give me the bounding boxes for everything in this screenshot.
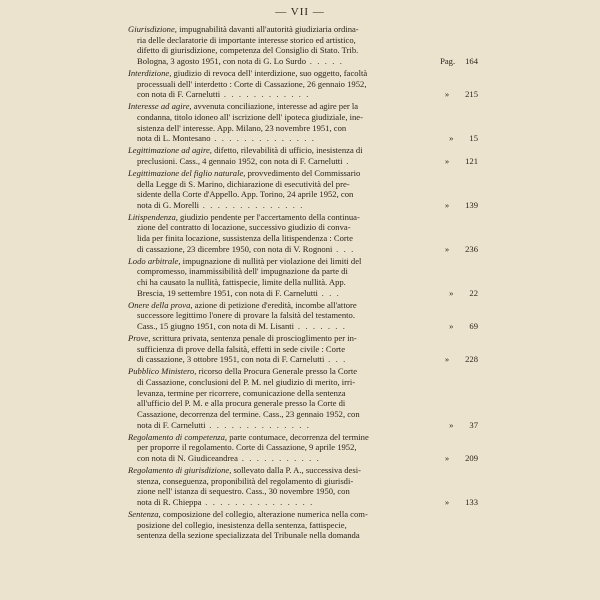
entry-text: difetto di giurisdizione, competenza del Consiglio di Stato. Trib. xyxy=(137,45,359,56)
page-number: 236 xyxy=(465,243,478,254)
page-number: 37 xyxy=(469,419,478,430)
page-number: 164 xyxy=(465,55,478,66)
entry-text: difetto, rilevabilità di ufficio, inesistenza di xyxy=(211,145,363,156)
entry-first-line xyxy=(128,509,476,520)
entry-continuation-line xyxy=(128,344,476,355)
entry-heading: Interesse ad agire, xyxy=(128,101,192,112)
entry-text: giudizio pendente per l'accertamento della continua- xyxy=(177,211,360,222)
entry-text: all'ufficio del P. M. e alla procura generale presso la Corte di xyxy=(137,398,346,409)
entry-continuation-line xyxy=(128,45,476,56)
entry-text: sentenza della sezione specializzata del Tribunale nella domanda xyxy=(137,530,360,541)
entry-heading: Giurisdizione, xyxy=(128,24,177,34)
entry-text: condanna, titolo idoneo all' iscrizione dell' ipoteca giudiziale, ine- xyxy=(137,111,363,122)
entry-text: nota di F. Carnelutti xyxy=(137,419,206,430)
entry-first-line xyxy=(128,168,476,179)
entry-text: chi ha causato la nullità, fattispecie, limite della nullità. App. xyxy=(137,277,346,288)
entry-continuation-line xyxy=(128,222,476,233)
entry-continuation-line xyxy=(128,409,476,420)
page-reference xyxy=(445,156,478,167)
entry-text: zione nell' istanza di sequestro. Cass., 30 novembre 1950, con xyxy=(137,486,350,497)
page-header: — VII — xyxy=(275,6,325,18)
entry-first-line xyxy=(128,68,476,79)
entry-continuation-line xyxy=(128,530,476,541)
entry-text: stenza, conseguenza, proponibilità del regolamento di giurisdi- xyxy=(137,475,354,486)
leader-dots: . . . . . . . . . . . . . . . xyxy=(201,496,314,507)
page-reference xyxy=(445,354,478,365)
page-reference xyxy=(449,133,478,144)
entry-text: preclusioni. Cass., 4 gennaio 1952, con nota di F. Carnelutti xyxy=(137,155,343,166)
page-number: 15 xyxy=(469,133,478,144)
entry-continuation-line xyxy=(128,453,476,464)
index-entry xyxy=(128,366,476,430)
entry-continuation-line xyxy=(128,233,476,244)
entry-continuation-line xyxy=(128,35,476,46)
page-reference-label: » xyxy=(444,452,450,463)
entry-text: giudizio di revoca dell' interdizione, suo oggetto, facoltà xyxy=(171,67,368,78)
entry-text: avvenuta conciliazione, interesse ad agire per la xyxy=(191,101,359,112)
entry-heading: Sentenza, xyxy=(128,508,161,519)
entry-text: sollevato dalla P. A., successiva desi- xyxy=(231,464,361,475)
entry-first-line xyxy=(128,366,476,377)
entry-continuation-line xyxy=(128,354,476,365)
page-reference-label: » xyxy=(449,419,454,430)
index-entries xyxy=(128,24,476,542)
entry-continuation-line xyxy=(128,266,476,277)
entry-continuation-line xyxy=(128,321,476,332)
entry-text: sidente della Corte d'Appello. App. Torino, 24 aprile 1952, con xyxy=(137,189,354,200)
index-entry xyxy=(128,509,476,541)
entry-continuation-line xyxy=(128,123,476,134)
page-reference xyxy=(445,89,478,100)
index-entry xyxy=(128,101,476,144)
page-reference-label: » xyxy=(444,199,450,210)
entry-text: nota di R. Chieppa xyxy=(137,496,202,507)
entry-continuation-line xyxy=(128,156,476,167)
entry-text: processuali dell' interdetto : Corte di Cassazione, 26 gennaio 1952, xyxy=(137,78,367,89)
leader-dots: . . . xyxy=(324,354,347,365)
page-reference xyxy=(440,56,478,67)
entry-first-line xyxy=(128,145,476,156)
entry-text: impugnazione di nullità per violazione dei limiti del xyxy=(180,255,362,266)
page-reference-label: » xyxy=(444,243,450,254)
entry-continuation-line xyxy=(128,476,476,487)
entry-text: provvedimento del Commissario xyxy=(245,167,361,178)
entry-continuation-line xyxy=(128,200,476,211)
entry-continuation-line xyxy=(128,377,476,388)
entry-text: con nota di F. Carnelutti xyxy=(137,89,221,100)
entry-continuation-line xyxy=(128,56,476,67)
page-reference xyxy=(445,200,478,211)
entry-text: impugnabilità davanti all'autorità giudiziaria ordina- xyxy=(176,24,359,34)
page-number: 209 xyxy=(465,452,478,463)
entry-heading: Prove, xyxy=(128,333,151,344)
entry-text: con nota di N. Giudiceandrea xyxy=(137,452,238,463)
entry-first-line xyxy=(128,465,476,476)
entry-continuation-line xyxy=(128,277,476,288)
entry-text: parte contumace, decorrenza del termine xyxy=(227,431,369,442)
page-reference-label: » xyxy=(444,496,450,507)
entry-continuation-line xyxy=(128,288,476,299)
page-reference xyxy=(449,288,478,299)
entry-text: per proporre il regolamento. Corte di Cassazione, 9 aprile 1952, xyxy=(137,442,357,453)
entry-heading: Interdizione, xyxy=(128,67,172,78)
entry-text: di cassazione, 3 ottobre 1951, con nota di F. Carnelutti xyxy=(137,354,325,365)
entry-continuation-line xyxy=(128,79,476,90)
entry-continuation-line xyxy=(128,486,476,497)
page-reference xyxy=(445,244,478,255)
entry-first-line xyxy=(128,101,476,112)
entry-heading: Legittimazione del figlio naturale, xyxy=(128,167,246,178)
page-number: 215 xyxy=(465,89,478,100)
page-reference-label: » xyxy=(449,133,454,144)
index-entry xyxy=(128,24,476,67)
entry-first-line xyxy=(128,300,476,311)
entry-text: zione del contratto di locazione, successivo giudizio di conva- xyxy=(137,222,351,233)
entry-heading: Pubblico Ministero, xyxy=(128,366,197,377)
page-reference-label: » xyxy=(449,287,454,298)
entry-text: scrittura privata, sentenza penale di proscioglimento per in- xyxy=(150,333,357,344)
entry-continuation-line xyxy=(128,244,476,255)
entry-continuation-line xyxy=(128,520,476,531)
page-reference xyxy=(449,321,478,332)
entry-text: Bologna, 3 agosto 1951, con nota di G. Lo Surdo xyxy=(137,55,306,66)
entry-text: lida per finita locazione, sussistenza della litispendenza : Corte xyxy=(137,233,353,244)
leader-dots: . . . xyxy=(317,287,341,298)
page-number: 133 xyxy=(465,496,478,507)
entry-heading: Legittimazione ad agire, xyxy=(128,145,212,156)
entry-continuation-line xyxy=(128,310,476,321)
leader-dots: . . . xyxy=(332,243,355,254)
index-entry xyxy=(128,465,476,508)
page-number: 121 xyxy=(465,155,478,166)
entry-text: di Cassazione, conclusioni del P. M. nel giudizio di merito, irri- xyxy=(137,377,356,388)
entry-first-line xyxy=(128,432,476,443)
entry-text: composizione del collegio, alterazione numerica nella com- xyxy=(160,508,368,519)
leader-dots: . . . . . . . . . . . . xyxy=(220,89,311,100)
entry-heading: Onere della prova, xyxy=(128,299,193,310)
entry-text: nota di L. Montesano xyxy=(137,133,211,144)
leader-dots: . xyxy=(342,155,351,166)
entry-continuation-line xyxy=(128,133,476,144)
page-number: 139 xyxy=(465,199,478,210)
entry-text: sistenza dell' interesse. App. Milano, 23 novembre 1951, con xyxy=(137,122,347,133)
entry-text: della Legge di S. Marino, dichiarazione di esecutività del pre- xyxy=(137,178,350,189)
index-entry xyxy=(128,145,476,166)
entry-text: sufficienza di prove della falsità, effetti in sede civile : Corte xyxy=(137,343,346,354)
entry-heading: Litispendenza, xyxy=(128,211,178,222)
entry-text: Brescia, 19 settembre 1951, con nota di F. Carnelutti xyxy=(137,287,318,298)
page-reference xyxy=(445,453,478,464)
entry-text: posizione del collegio, inesistenza della sentenza, fattispecie, xyxy=(137,519,347,530)
entry-continuation-line xyxy=(128,398,476,409)
index-entry xyxy=(128,256,476,299)
entry-first-line xyxy=(128,212,476,223)
entry-continuation-line xyxy=(128,189,476,200)
entry-continuation-line xyxy=(128,442,476,453)
page-number: 69 xyxy=(469,321,478,332)
index-entry xyxy=(128,68,476,100)
entry-text: nota di G. Morelli xyxy=(137,199,200,210)
entry-continuation-line xyxy=(128,497,476,508)
entry-first-line xyxy=(128,256,476,267)
leader-dots: . . . . . xyxy=(306,55,344,66)
page-reference-label: » xyxy=(449,321,454,332)
entry-text: di cassazione, 23 dicembre 1950, con nota di V. Rognoni xyxy=(137,243,333,254)
entry-text: Cassazione, decorrenza del termine. Cass., 23 gennaio 1952, con xyxy=(137,408,360,419)
entry-text: levanza, termine per ricorrere, comunicazione della sentenza xyxy=(137,387,346,398)
index-entry xyxy=(128,432,476,464)
entry-text: Cass., 15 giugno 1951, con nota di M. Lisanti xyxy=(137,321,295,332)
page-reference xyxy=(449,420,478,431)
page-reference-label: » xyxy=(444,89,450,100)
leader-dots: . . . . . . . xyxy=(294,321,347,332)
leader-dots: . . . . . . . . . . . . . . xyxy=(205,419,311,430)
entry-continuation-line xyxy=(128,179,476,190)
index-entry xyxy=(128,212,476,255)
entry-continuation-line xyxy=(128,388,476,399)
leader-dots: . . . . . . . . . . . . . . xyxy=(210,133,316,144)
index-entry xyxy=(128,300,476,332)
entry-text: ricorso della Procura Generale presso la Corte xyxy=(196,366,358,377)
entry-continuation-line xyxy=(128,89,476,100)
page-reference-label: Pag. xyxy=(440,55,456,66)
entry-continuation-line xyxy=(128,420,476,431)
leader-dots: . . . . . . . . . . . . . . xyxy=(199,199,305,210)
page-reference-label: » xyxy=(444,354,450,365)
entry-heading: Regolamento di giurisdizione, xyxy=(128,464,232,475)
entry-text: azione di petizione d'eredità, incombe all'attore xyxy=(192,299,357,310)
page-reference xyxy=(445,497,478,508)
entry-first-line xyxy=(128,333,476,344)
entry-continuation-line xyxy=(128,112,476,123)
entry-text: ria delle declaratorie di importante interesse storico ed artistico, xyxy=(137,34,356,45)
page-reference-label: » xyxy=(444,155,450,166)
entry-text: compromesso, inammissibilità dell' impugnazione da parte di xyxy=(137,266,348,277)
entry-text: successore legittimo l'onere di provare la falsità del testamento. xyxy=(137,310,355,321)
index-entry xyxy=(128,168,476,211)
entry-heading: Lodo arbitrale, xyxy=(128,255,181,266)
entry-heading: Regolamento di competenza, xyxy=(128,431,228,442)
leader-dots: . . . . . . . . . . . xyxy=(237,452,321,463)
index-entry xyxy=(128,333,476,365)
page-number: 228 xyxy=(465,354,478,365)
entry-first-line xyxy=(128,24,476,35)
page-number: 22 xyxy=(469,287,478,298)
